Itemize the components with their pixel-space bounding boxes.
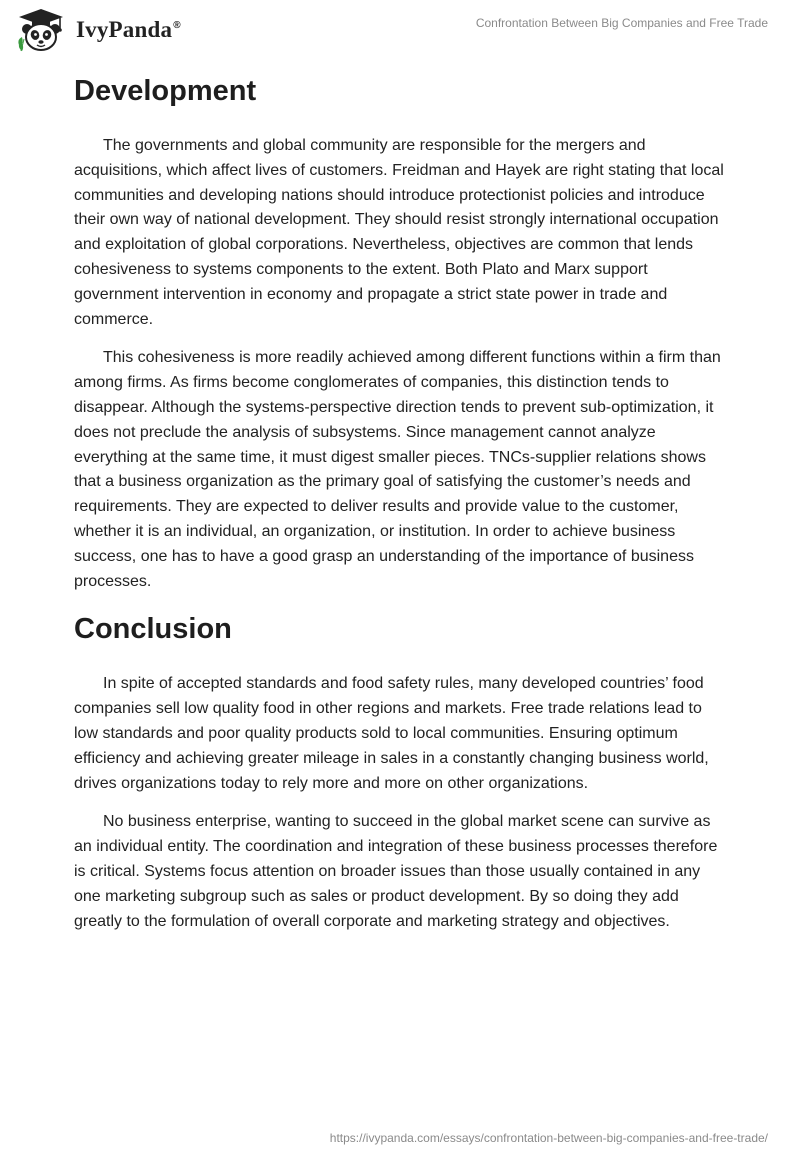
source-url-link[interactable]: https://ivypanda.com/essays/confrontation-between-big-companies-and-free-trade/ <box>329 1131 768 1145</box>
ivypanda-logo[interactable] <box>14 7 181 53</box>
section-heading-conclusion: Conclusion <box>74 613 232 646</box>
document-title: Confrontation Between Big Companies and Free Trade <box>475 16 768 30</box>
paragraph: In spite of accepted standards and food safety rules, many developed countries’ food companies sell low quality food in other regions and markets. Free trade relations lead to low standards and poor quality products sold to local communities. Ensuring optimum efficiency and achieving greater mileage in sales in a constantly changing business world, drives organizations today to rely more and more on other organizations. <box>74 675 709 792</box>
paragraph: This cohesiveness is more readily achieved among different functions within a firm than among firms. As firms become conglomerates of companies, this distinction tends to disappear. Although the systems-perspective direction tends to prevent sub-optimization, it does not preclude the analysis of subsystems. Since management cannot analyze everything at the same time, it must digest smaller pieces. TNCs-supplier relations shows that a business organization as the primary goal of satisfying the customer’s needs and requirements. They are expected to deliver results and provide value to the customer, whether it is an individual, an organization, or institution. In order to achieve business success, one has to have a good grasp an understanding of the importance of business processes. <box>74 349 721 590</box>
paragraph: No business enterprise, wanting to succeed in the global market scene can survive as an individual entity. The coordination and integration of these business processes therefore is critical. Systems focus attention on broader issues than those usually contained in any one marketing subgroup such as sales or product development. By so doing they add greatly to the formulation of overall corporate and marketing strategy and objectives. <box>74 813 718 930</box>
panda-graduate-icon <box>14 7 72 53</box>
registered-mark: ® <box>173 20 181 32</box>
page-header <box>0 0 800 62</box>
section-heading-development: Development <box>74 75 257 107</box>
logo-wordmark: IvyPanda® <box>76 17 181 42</box>
essay-content <box>74 70 724 948</box>
paragraph: The governments and global community are responsible for the mergers and acquisitions, which affect lives of customers. Freidman and Hayek are right stating that local communities and developing nations should introduce protectionist policies and introduce their own way of national development. They should resist strongly international occupation and exploitation of global corporations. Nevertheless, objectives are common that lends cohesiveness to systems components to the extent. Both Plato and Marx support government intervention in economy and propagate a strict state power in trade and commerce. <box>74 137 724 328</box>
